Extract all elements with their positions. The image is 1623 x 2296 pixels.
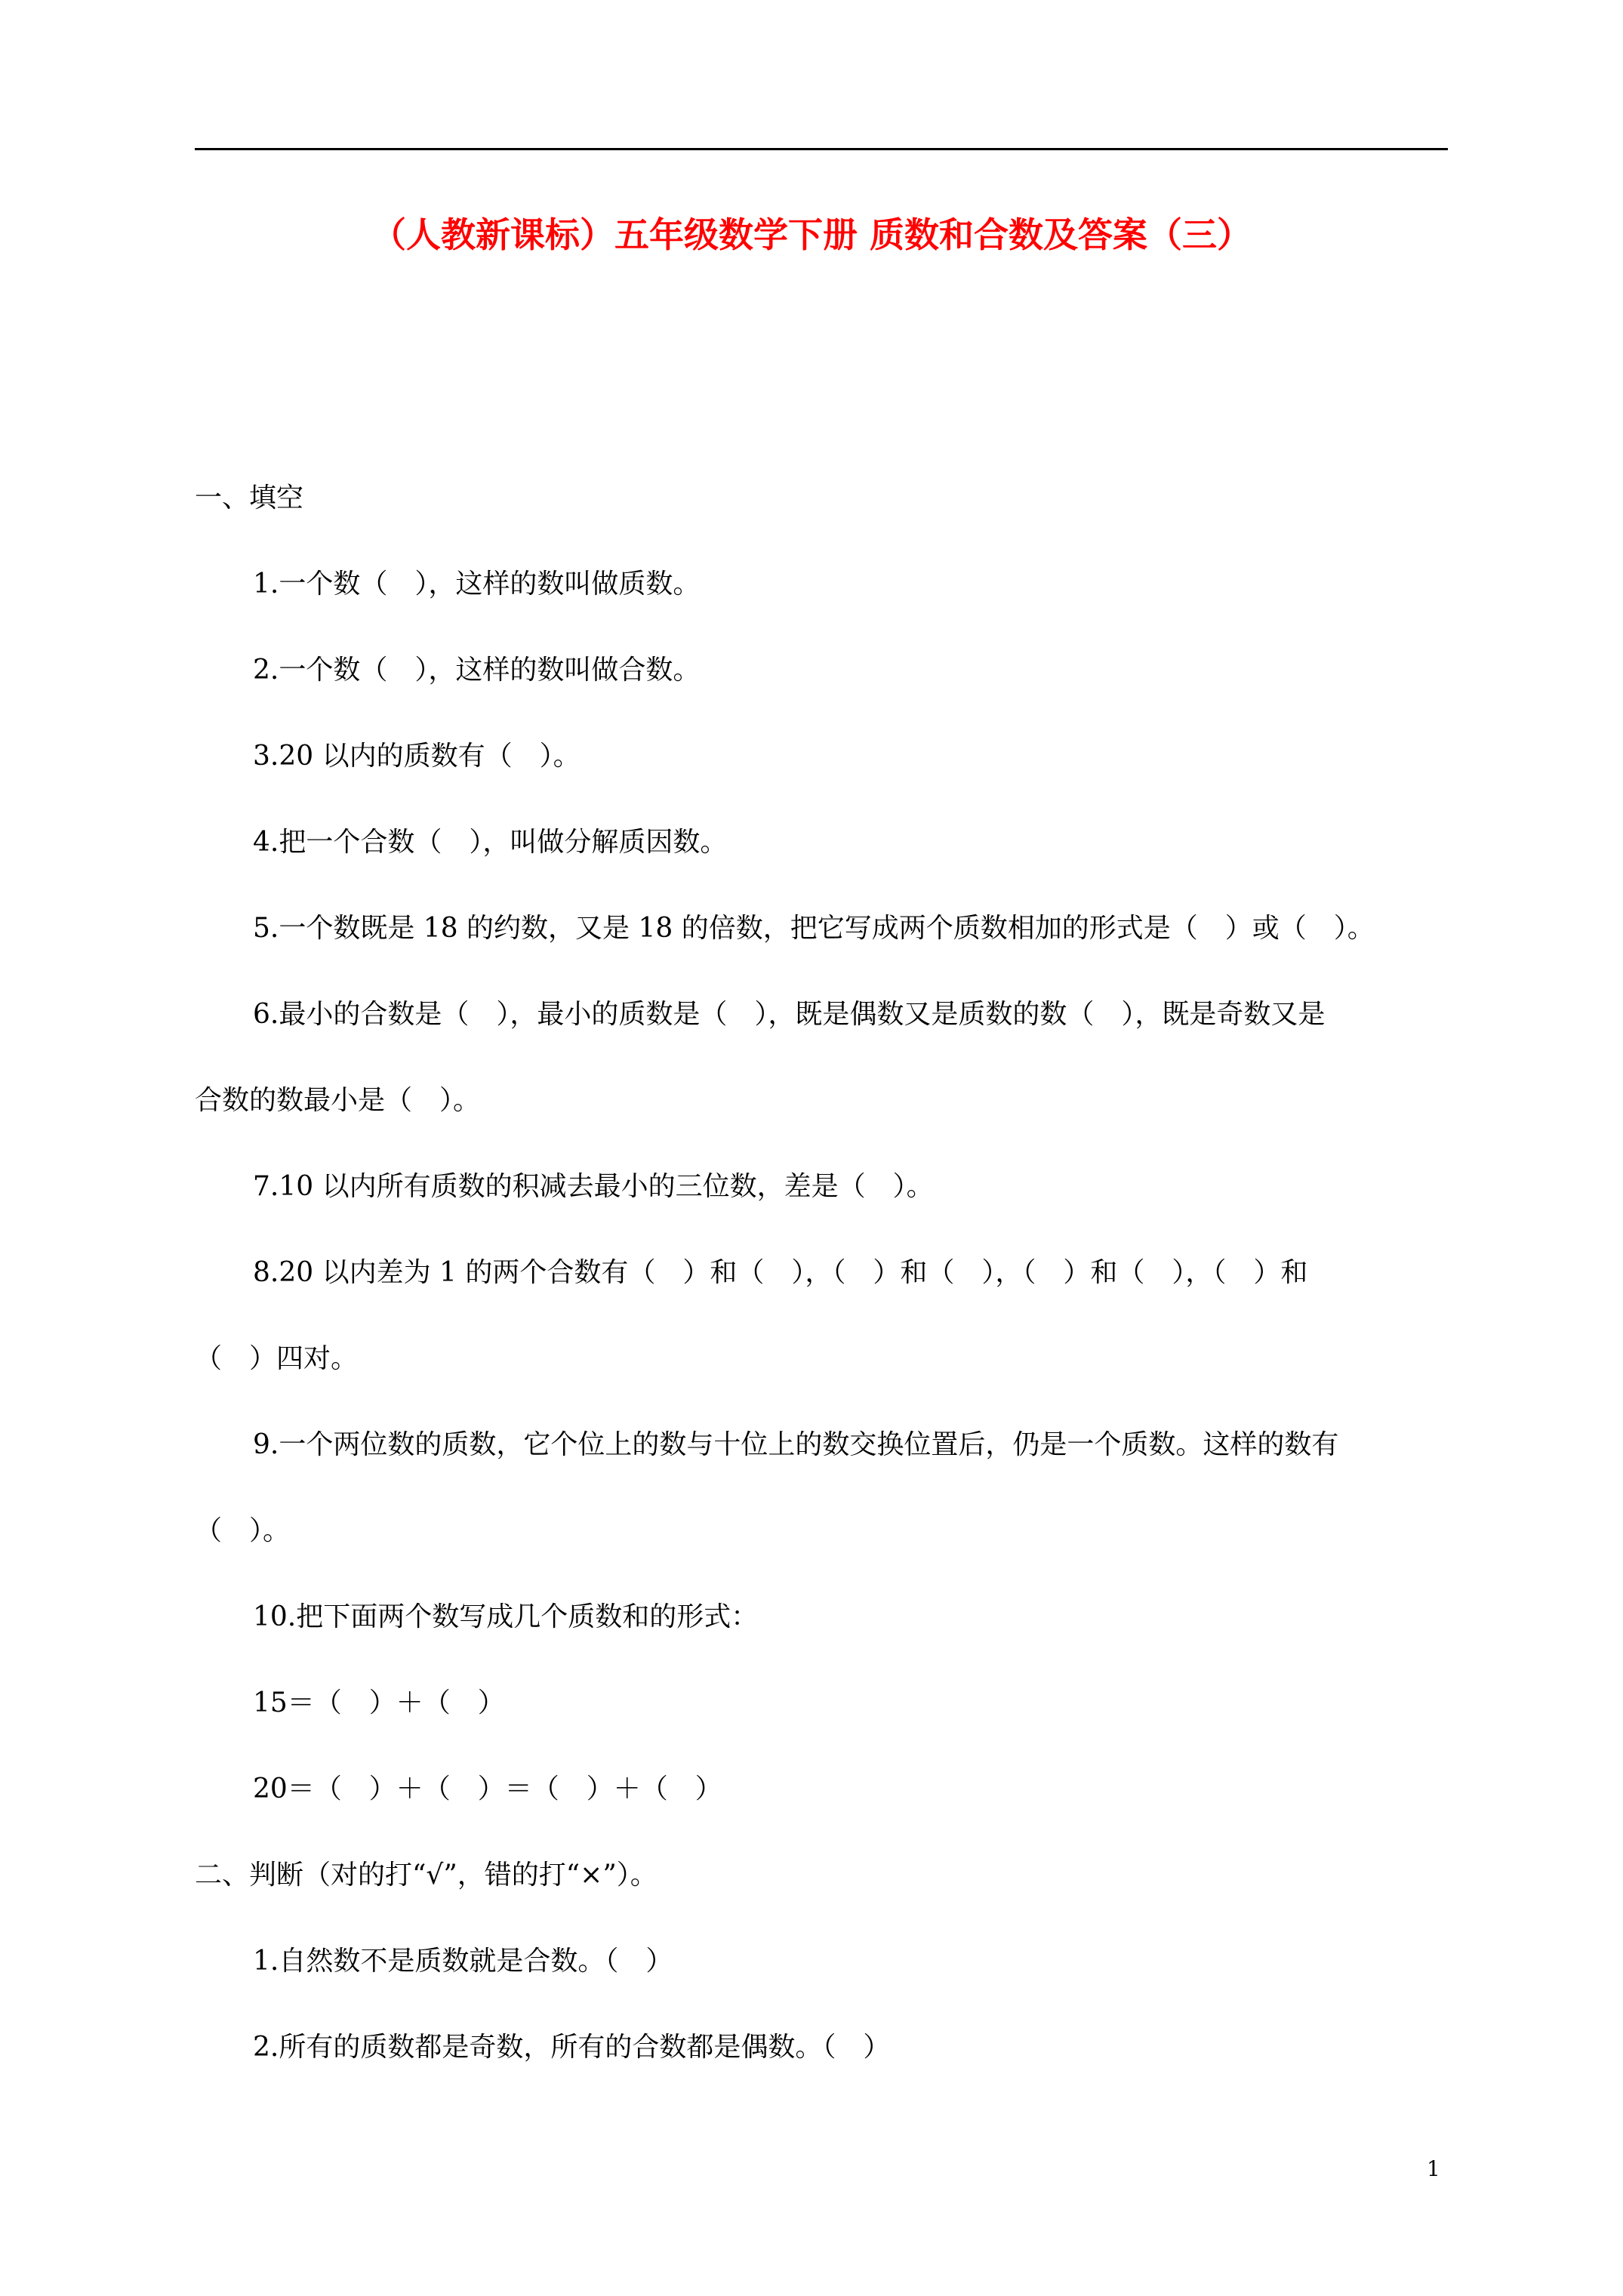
section-heading-true-false: 二、判断（对的打“√”，错的打“×”）。 [195,1860,658,1891]
question-line: 7.10 以内所有质数的积减去最小的三位数，差是（ ）。 [253,1171,934,1202]
question-line-continued: （ ）。 [195,1515,291,1546]
question-line: 2.所有的质数都是奇数，所有的合数都是偶数。（ ） [253,2032,891,2063]
question-line: 9.一个两位数的质数，它个位上的数与十位上的数交换位置后，仍是一个质数。这样的数有 [253,1429,1339,1460]
question-line: 4.把一个合数（ ），叫做分解质因数。 [253,827,728,858]
question-line-continued: 合数的数最小是（ ）。 [195,1085,481,1116]
equation-line: 15＝（ ）＋（ ） [253,1687,505,1718]
header-rule [195,148,1448,150]
question-line: 1.自然数不是质数就是合数。（ ） [253,1946,673,1977]
question-line: 5.一个数既是 18 的约数，又是 18 的倍数，把它写成两个质数相加的形式是（ ）或（ ）。 [253,913,1375,944]
section-heading-fill-blank: 一、填空 [195,482,304,513]
question-line: 2.一个数（ ），这样的数叫做合数。 [253,655,701,686]
question-line: 3.20 以内的质数有（ ）。 [253,741,581,772]
question-line: 8.20 以内差为 1 的两个合数有（ ）和（ ），（ ）和（ ），（ ）和（ ），（ ）和 [253,1257,1308,1288]
question-line: 10.把下面两个数写成几个质数和的形式： [253,1601,759,1632]
question-line: 6.最小的合数是（ ），最小的质数是（ ），既是偶数又是质数的数（ ），既是奇数又是 [253,999,1326,1030]
question-line: 1.一个数（ ），这样的数叫做质数。 [253,569,701,599]
document-title: （人教新课标）五年级数学下册 质数和合数及答案（三） [371,214,1252,255]
question-line-continued: （ ）四对。 [195,1343,359,1374]
equation-line: 20＝（ ）＋（ ）＝（ ）＋（ ） [253,1774,722,1804]
page-number: 1 [1427,2156,1440,2181]
